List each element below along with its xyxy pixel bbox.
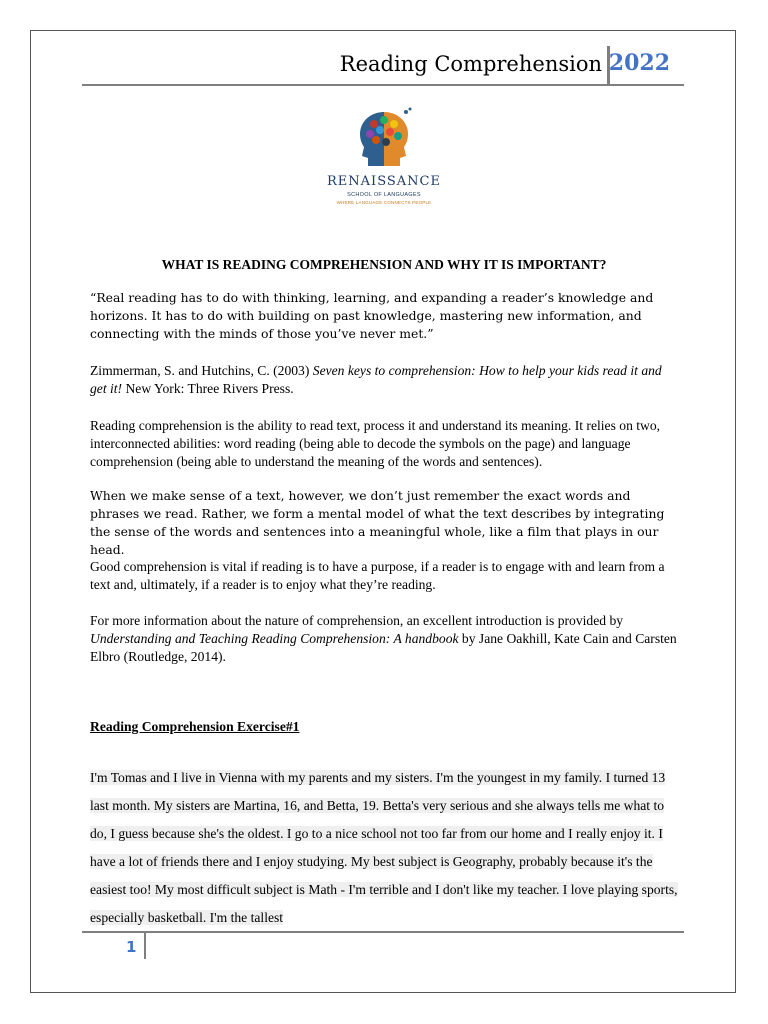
school-logo	[318, 104, 450, 214]
quote-paragraph: “Real reading has to do with thinking, learning, and expanding a reader’s knowledge and horizons. It has to do with building on past knowledge, mastering new information, and connecting with the minds of those you’ve never met.”	[90, 290, 654, 341]
more-info-book-title: Understanding and Teaching Reading Comprehension: A handbook	[90, 631, 459, 646]
exercise-heading: Reading Comprehension Exercise#1	[90, 719, 300, 734]
paragraph-good-comprehension: Good comprehension is vital if reading is to have a purpose, if a reader is to engage with and learn from a text and, ultimately, if a reader is to enjoy what they’re reading.	[90, 559, 665, 592]
more-info-start: For more information about the nature of comprehension, an excellent introduction is provided by	[90, 613, 624, 628]
paragraph-definition: Reading comprehension is the ability to read text, process it and understand its meaning. It relies on two, interconnected abilities: word reading (being able to decode the symbols on the page) and language comprehension (being able to understand the meaning of the words and sentences).	[90, 418, 661, 469]
main-heading: WHAT IS READING COMPREHENSION AND WHY IT IS IMPORTANT?	[161, 257, 607, 272]
header-title: Reading Comprehension	[339, 52, 602, 76]
exercise-text	[90, 764, 682, 932]
paragraph-more-information	[90, 612, 678, 666]
logo-heads-icon	[318, 104, 450, 174]
citation-authors: Zimmerman, S. and Hutchins, C. (2003)	[90, 363, 313, 378]
exercise-passage: I'm Tomas and I live in Vienna with my parents and my sisters. I'm the youngest in my family. I turned 13 last month. My sisters are Martina, 16, and Betta, 19. Betta's very serious and she always tells me what to do, I guess because she's the oldest. I go to a nice school not too far from our home and I really enjoy it. I have a lot of friends there and I enjoy studying. My best subject is Geography, probably because it's the easiest too! My most difficult subject is Math - I'm terrible and I don't like my teacher. I love playing sports, especially basketball. I'm the tallest	[90, 770, 678, 925]
page-number: 1	[126, 938, 137, 956]
citation-publisher: New York: Three Rivers Press.	[122, 381, 294, 396]
page-header	[82, 44, 684, 86]
more-info-end: by Jane Oakhill, Kate Cain and Carsten Elbro (Routledge, 2014).	[90, 631, 677, 664]
footer-rule	[82, 931, 684, 933]
logo-subtitle: SCHOOL OF LANGUAGES	[347, 192, 421, 198]
paragraph-mental-model: When we make sense of a text, however, we don’t just remember the exact words and phrases we read. Rather, we form a mental model of what the text describes by integrating the sense of the words and sentences into a meaningful whole, like a film that plays in our head.	[90, 488, 665, 557]
logo-name: RENAISSANCE	[327, 174, 441, 189]
citation-paragraph	[90, 362, 678, 398]
header-year: 2022	[608, 50, 670, 76]
citation-title: Seven keys to comprehension: How to help your kids read it and get it!	[90, 363, 662, 396]
header-rule	[82, 84, 684, 86]
logo-tagline: WHERE LANGUAGE CONNECTS PEOPLE	[336, 200, 432, 205]
footer-separator	[144, 933, 146, 959]
